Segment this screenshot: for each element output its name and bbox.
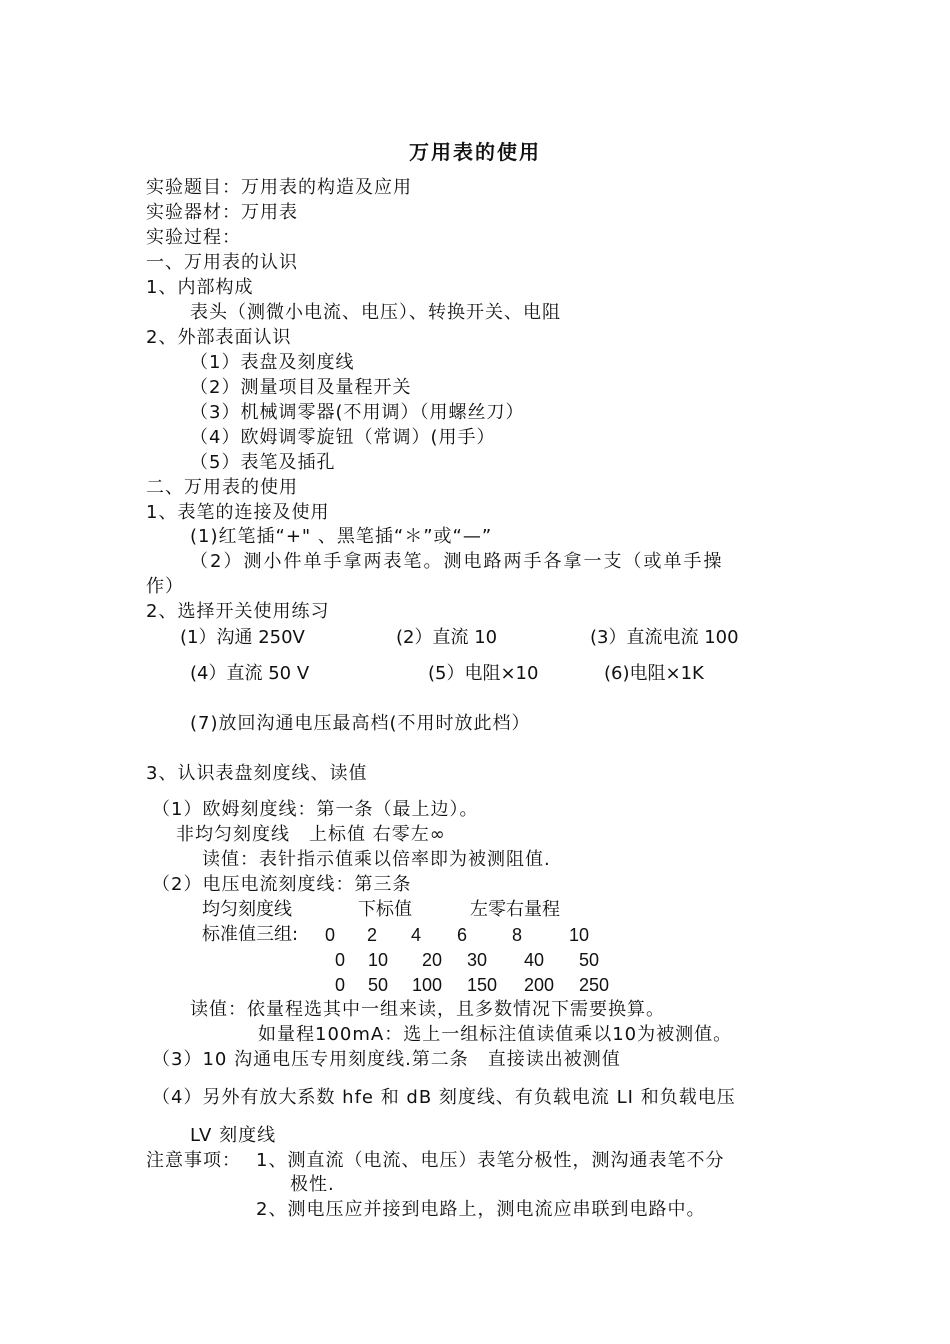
- std-value: 0: [335, 950, 346, 970]
- std-value: 50: [579, 950, 600, 970]
- reading-note1: 读值：依量程选其中一组来读，且多数情况下需要换算。: [190, 999, 665, 1020]
- voltage-scale-desc: 左零右量程: [470, 899, 560, 920]
- section1-sub1-text: 表头（测微小电流、电压）、转换开关、电阻: [190, 302, 561, 323]
- list-item: （4）欧姆调零旋钮（常调）(用手）: [190, 427, 496, 448]
- section1-heading: 一、万用表的认识: [146, 252, 298, 273]
- std-value: 200: [524, 975, 555, 995]
- experiment-equipment: 实验器材：万用表: [146, 202, 298, 223]
- std-value: 10: [368, 950, 389, 970]
- std-value: 250: [579, 975, 610, 995]
- standard-values-label: 标准值三组:: [202, 924, 299, 945]
- pen-connection-item2-line2: 作）: [146, 576, 184, 597]
- std-value: 40: [524, 950, 545, 970]
- std-value: 8: [512, 925, 523, 945]
- other-scales-line2: LV 刻度线: [190, 1125, 277, 1146]
- std-value: 0: [325, 925, 336, 945]
- section1-sub2-heading: 2、外部表面认识: [146, 327, 292, 348]
- voltage-scale-line1: （2）电压电流刻度线：第三条: [152, 874, 412, 895]
- note1-line1: 1、测直流（电流、电压）表笔分极性，测沟通表笔不分: [256, 1150, 725, 1171]
- experiment-process-label: 实验过程：: [146, 227, 241, 248]
- experiment-topic: 实验题目：万用表的构造及应用: [146, 177, 412, 198]
- notes-label: 注意事项：: [146, 1150, 241, 1171]
- ohm-scale-line1: （1）欧姆刻度线：第一条（最上边）。: [152, 799, 479, 820]
- list-item: （5）表笔及插孔: [190, 452, 336, 473]
- switch-option: (5）电阻×10: [428, 663, 539, 684]
- switch-option: (4）直流 50 V: [190, 663, 310, 684]
- std-value: 100: [412, 975, 443, 995]
- reading-note2: 如量程100mA：选上一组标注值读值乘以10为被测值。: [258, 1024, 733, 1045]
- list-item: （3）机械调零器(不用调）（用螺丝刀）: [190, 402, 525, 423]
- other-scales-line1: （4）另外有放大系数 hfe 和 dB 刻度线、有负载电流 LI 和负载电压: [152, 1087, 736, 1108]
- std-value: 30: [467, 950, 488, 970]
- std-value: 6: [457, 925, 468, 945]
- page-title: 万用表的使用: [409, 140, 541, 164]
- list-item: （1）表盘及刻度线: [190, 352, 355, 373]
- note2: 2、测电压应并接到电路上，测电流应串联到电路中。: [256, 1199, 706, 1220]
- list-item: （2）测量项目及量程开关: [190, 377, 412, 398]
- switch-option: (3）直流电流 100: [590, 627, 739, 648]
- std-value: 50: [368, 975, 389, 995]
- section2-heading: 二、万用表的使用: [146, 477, 298, 498]
- section1-sub1-heading: 1、内部构成: [146, 277, 254, 298]
- std-value: 4: [411, 925, 422, 945]
- voltage-scale-desc: 均匀刻度线: [202, 899, 292, 920]
- switch-option: (6)电阻×1K: [604, 663, 704, 684]
- pen-connection-item2-line1: （2）测小件单手拿两表笔。测电路两手各拿一支（或单手操: [190, 551, 724, 572]
- section2-sub1-heading: 1、表笔的连接及使用: [146, 502, 330, 523]
- switch-option: (1）沟通 250V: [180, 627, 305, 648]
- std-value: 10: [569, 925, 590, 945]
- switch-option: (2）直流 10: [396, 627, 498, 648]
- ohm-scale-line3: 读值：表针指示值乘以倍率即为被测阻值.: [202, 849, 551, 870]
- pen-connection-item1: (1)红笔插“+" 、黑笔插“＊”或“—”: [190, 526, 493, 547]
- ohm-scale-line2: 非均匀刻度线 上标值 右零左∞: [176, 824, 446, 845]
- std-value: 0: [335, 975, 346, 995]
- std-value: 2: [367, 925, 378, 945]
- std-value: 150: [467, 975, 498, 995]
- ac-voltage-scale: （3）10 沟通电压专用刻度线.第二条 直接读出被测值: [152, 1049, 621, 1070]
- switch-option-7: (7)放回沟通电压最高档(不用时放此档）: [190, 713, 531, 734]
- std-value: 20: [422, 950, 443, 970]
- section2-sub3-heading: 3、认识表盘刻度线、读值: [146, 763, 368, 784]
- section2-sub2-heading: 2、选择开关使用练习: [146, 601, 330, 622]
- note1-line2: 极性.: [290, 1174, 335, 1195]
- voltage-scale-desc: 下标值: [358, 899, 412, 920]
